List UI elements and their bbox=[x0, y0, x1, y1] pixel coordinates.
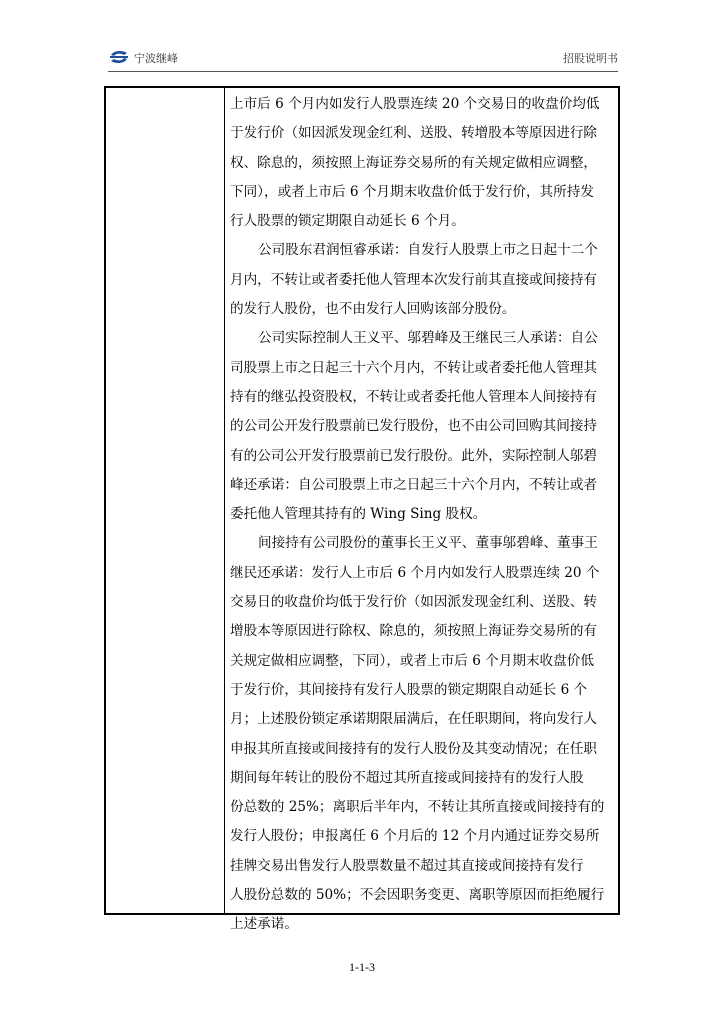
text-line: 期间每年转让的股份不超过其所直接或间接持有的发行人股 bbox=[230, 769, 584, 786]
page-number: 1-1-3 bbox=[349, 960, 375, 974]
company-logo-icon bbox=[108, 49, 130, 65]
text-line: 行人股票的锁定期限自动延长 6 个月。 bbox=[230, 213, 465, 230]
text-line: 下同），或者上市后 6 个月期末收盘价低于发行价，其所持发 bbox=[230, 183, 594, 200]
text-line: 间接持有公司股份的董事长王义平、董事邬碧峰、董事王 bbox=[258, 535, 598, 552]
commitment-text bbox=[230, 90, 620, 940]
company-name: 宁波继峰 bbox=[134, 52, 178, 65]
text-line: 交易日的收盘价均低于发行价（如因派发现金红利、送股、转 bbox=[230, 594, 598, 611]
text-line: 持有的继弘投资股权，不转让或者委托他人管理本人间接持有 bbox=[230, 388, 598, 405]
text-line: 于发行价（如因派发现金红利、送股、转增股本等原因进行除 bbox=[230, 125, 598, 142]
text-line: 继民还承诺：发行人上市后 6 个月内如发行人股票连续 20 个 bbox=[230, 564, 600, 581]
page-header bbox=[108, 47, 618, 69]
text-line: 峰还承诺：自公司股票上市之日起三十六个月内，不转让或者 bbox=[230, 476, 598, 493]
text-line: 公司实际控制人王义平、邬碧峰及王继民三人承诺：自公 bbox=[258, 330, 598, 347]
text-line: 有的公司公开发行股票前已发行股份。此外，实际控制人邬碧 bbox=[230, 447, 598, 464]
text-line: 上市后 6 个月内如发行人股票连续 20 个交易日的收盘价均低 bbox=[230, 96, 600, 112]
text-line: 份总数的 25%；离职后半年内，不转让其所直接或间接持有的 bbox=[230, 799, 605, 816]
text-line: 司股票上市之日起三十六个月内，不转让或者委托他人管理其 bbox=[230, 359, 598, 376]
text-line: 上述承诺。 bbox=[230, 916, 298, 933]
text-line: 申报其所直接或间接持有的发行人股份及其变动情况；在任职 bbox=[230, 740, 598, 757]
text-line: 月内，不转让或者委托他人管理本次发行前其直接或间接持有 bbox=[230, 271, 598, 288]
text-line: 增股本等原因进行除权、除息的，须按照上海证券交易所的有 bbox=[230, 623, 598, 640]
column-divider bbox=[224, 88, 225, 913]
text-line: 人股份总数的 50%；不会因职务变更、离职等原因而拒绝履行 bbox=[230, 887, 605, 904]
text-line: 的公司公开发行股票前已发行股份，也不由公司回购其间接持 bbox=[230, 418, 598, 435]
text-line: 的发行人股份，也不由发行人回购该部分股份。 bbox=[230, 301, 516, 318]
commitment-table bbox=[104, 86, 620, 933]
text-line: 委托他人管理其持有的 Wing Sing 股权。 bbox=[230, 506, 487, 523]
text-line: 于发行价，其间接持有发行人股票的锁定期限自动延长 6 个 bbox=[230, 681, 588, 698]
document-type: 招股说明书 bbox=[563, 52, 618, 65]
text-line: 发行人股份；申报离任 6 个月后的 12 个月内通过证券交易所 bbox=[230, 828, 600, 845]
text-line: 月；上述股份锁定承诺期限届满后，在任职期间，将向发行人 bbox=[230, 711, 598, 728]
text-line: 关规定做相应调整，下同），或者上市后 6 个月期末收盘价低 bbox=[230, 652, 594, 669]
text-line: 挂牌交易出售发行人股票数量不超过其直接或间接持有发行 bbox=[230, 857, 584, 874]
header-rule bbox=[108, 71, 618, 72]
text-line: 权、除息的，须按照上海证券交易所的有关规定做相应调整， bbox=[230, 154, 598, 171]
text-line: 公司股东君润恒睿承诺：自发行人股票上市之日起十二个 bbox=[258, 242, 598, 259]
